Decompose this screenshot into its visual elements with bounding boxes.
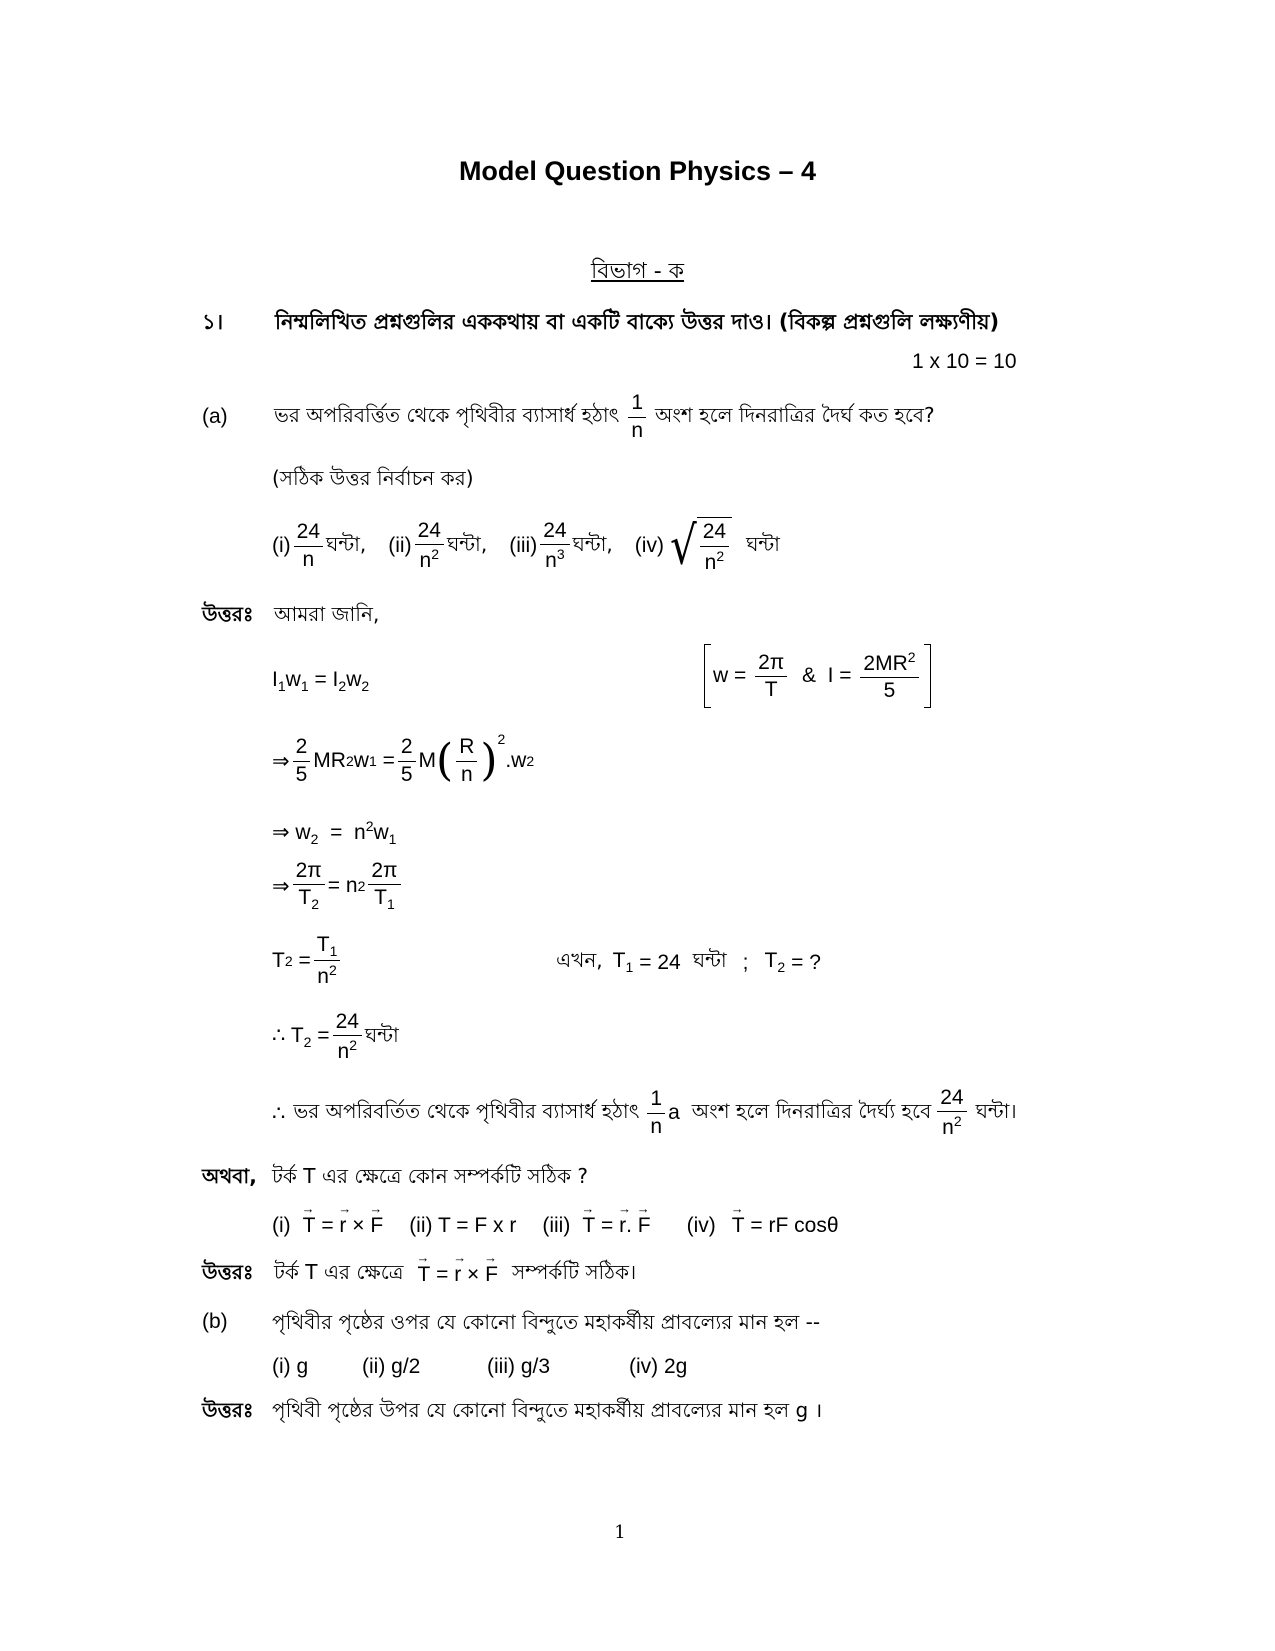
option-unit: ঘন্টা, xyxy=(326,531,367,556)
sub-question-a-text xyxy=(274,385,935,449)
therefore-symbol: ∴ xyxy=(272,1101,286,1125)
frac-num: 24 xyxy=(700,520,729,546)
frac-num: 24 xyxy=(540,519,569,545)
frac-den: n xyxy=(631,418,643,442)
frac-den: n xyxy=(302,547,315,571)
exponent: 3 xyxy=(556,546,565,562)
text-part: ঘন্টা। xyxy=(975,1098,1017,1123)
exponent: 2 xyxy=(716,547,725,564)
equation-step-1: ⇒ $\frac{2}{5}$ MR 2 w 1 = $\frac{2}{5}$ M ( $\frac{R}{n}$ ) $^2$ .w 2 xyxy=(272,731,535,786)
equation-step-2: ⇒ $w_2 = n^2w_1$ xyxy=(272,818,397,848)
text-part: a xyxy=(668,1101,680,1124)
equation-result xyxy=(272,1006,399,1068)
frac-num: 24 xyxy=(415,519,444,545)
text-part: অংশ হলে দিনরাত্রির দৈর্ঘ্য হবে xyxy=(691,1098,932,1123)
frac: $\frac{2\pi}{T}$ xyxy=(755,651,787,702)
frac-num: 24 xyxy=(294,520,323,546)
text-part: = rF cosθ xyxy=(750,1214,839,1237)
text-part: ভর অপরিবর্ত্তিত থেকে পৃথিবীর ব্যাসার্ধ হঠাৎ xyxy=(274,402,620,427)
frac: $\frac{2MR^2}{5}$ xyxy=(860,649,918,703)
option-label: (i) xyxy=(272,534,291,557)
frac: $\frac{2\pi}{T_2}$ xyxy=(293,859,325,912)
frac-num: 1 xyxy=(628,391,646,417)
answer-label: উত্তরঃ xyxy=(202,1398,254,1422)
page-number: 1 xyxy=(614,1522,626,1543)
options-row-a xyxy=(272,514,780,578)
option-label: (ii) xyxy=(388,534,412,557)
option-label: (i) xyxy=(272,1214,291,1237)
t1-value: = 24 xyxy=(639,950,681,974)
frac: $\frac{2\pi}{T_1}$ xyxy=(368,859,400,912)
frac: $\frac{T_1}{n^2}$ xyxy=(314,933,341,989)
t1-unit: ঘন্টা xyxy=(692,948,727,972)
option-3-formula: → T = → r. → F xyxy=(582,1214,650,1238)
text-part: সম্পর্কটি সঠিক। xyxy=(511,1260,637,1284)
marks-allocation: 1 x 10 = 10 xyxy=(912,350,1017,373)
t1-symbol: $T_1$ xyxy=(612,949,634,976)
answer-conclusion xyxy=(272,1080,1017,1146)
or-options-row xyxy=(272,1214,839,1238)
text-part: অংশ হলে দিনরাত্রির দৈর্ঘ কত হবে? xyxy=(655,402,935,427)
frac: $\frac{2}{5}$ xyxy=(293,735,311,786)
separator: ; xyxy=(742,950,749,974)
radical-sign: √ xyxy=(669,514,697,576)
question-number: ১। xyxy=(202,310,224,334)
frac: $\frac{24}{n^2}$ xyxy=(333,1010,362,1064)
option-unit: ঘন্টা xyxy=(746,531,780,556)
torque-formula: → T = → r × → F xyxy=(417,1263,498,1287)
option-1-formula: → T = → r × → F xyxy=(303,1214,384,1238)
option-unit: ঘন্টা, xyxy=(572,531,613,556)
or-answer xyxy=(202,1258,636,1291)
qb-option-3: (iii) g/3 xyxy=(487,1355,551,1378)
qb-option-2: (ii) g/2 xyxy=(362,1355,421,1378)
frac: $\frac{1}{n}$ xyxy=(647,1087,665,1138)
choose-instruction: (সঠিক উত্তর নির্বাচন কর) xyxy=(272,466,474,490)
text-part: ভর অপরিবর্তিত থেকে পৃথিবীর ব্যাসার্ধ হঠাৎ xyxy=(293,1098,640,1123)
frac: $\frac{24}{n^2}$ xyxy=(937,1086,966,1140)
option-label: (iv) xyxy=(634,534,664,557)
fraction-1-over-n xyxy=(628,391,646,442)
option-label: (iv) xyxy=(686,1214,716,1237)
text-part: টর্ক T এর ক্ষেত্রে xyxy=(274,1260,404,1284)
equation-angular-momentum: $I_1w_1 = I_2w_2$ xyxy=(272,668,370,695)
qb-option-1: (i) g xyxy=(272,1355,309,1378)
answer-label: উত্তরঃ xyxy=(202,1260,254,1284)
section-heading: বিভাগ - ক xyxy=(590,259,685,284)
frac-den: n xyxy=(545,549,557,572)
frac: $\frac{2}{5}$ xyxy=(398,735,416,786)
formula-bracket xyxy=(704,645,931,707)
question-instruction: নিম্মলিখিত প্রশ্নগুলির এককথায় বা একটি বাক্যে উত্তর দাও। (বিকল্প প্রশ্নগুলি লক্ষ্যণীয়) xyxy=(275,310,1000,334)
option-label: (iii) xyxy=(509,534,538,557)
frac-den: n xyxy=(704,550,717,574)
frac: $\frac{R}{n}$ xyxy=(456,735,477,786)
answer-intro: আমরা জানি, xyxy=(274,602,380,626)
sub-question-b-text: পৃথিবীর পৃষ্ঠের ওপর যে কোনো বিন্দুতে মহাকর্ষীয় প্রাবল্যের মান হল -- xyxy=(272,1310,821,1334)
answer-b-text: পৃথিবী পৃষ্ঠের উপর যে কোনো বিন্দুতে মহাকর্ষীয় প্রাবল্যের মান হল g । xyxy=(272,1398,823,1422)
option-3-fraction xyxy=(540,519,569,573)
frac-den: n xyxy=(419,549,432,572)
sub-question-label-b: (b) xyxy=(202,1310,228,1333)
option-2-fraction xyxy=(415,519,444,573)
exponent: 2 xyxy=(431,546,440,562)
answer-label: উত্তরঃ xyxy=(202,602,254,626)
option-1-fraction xyxy=(294,520,323,571)
option-unit: ঘন্টা, xyxy=(446,531,488,556)
given-values xyxy=(556,946,821,979)
qb-option-4: (iv) 2g xyxy=(629,1355,688,1378)
sub-question-label-a: (a) xyxy=(202,405,228,428)
or-question-text: টর্ক T এর ক্ষেত্রে কোন সম্পর্কটি সঠিক ? xyxy=(272,1164,588,1188)
equation-step-4: T 2 = $\frac{T_1}{n^2}$ xyxy=(272,930,343,992)
frac xyxy=(700,520,729,574)
therefore-t2: ∴ $T_2$ = xyxy=(272,1024,330,1051)
equation-step-3: ⇒ $\frac{2\pi}{T_2}$ = n 2 $\frac{2\pi}{T_1}$ xyxy=(272,855,404,917)
or-label: অথবা, xyxy=(202,1164,257,1188)
option-2: (ii) T = F x r xyxy=(409,1214,517,1237)
option-4-sqrt xyxy=(669,514,732,576)
t2-symbol: $T_2$ xyxy=(764,949,786,976)
page-title: Model Question Physics – 4 xyxy=(458,156,817,186)
bracket: w = $\frac{2\pi}{T}$ & I = $\frac{2MR^2}{5}$ xyxy=(704,645,931,707)
option-label: (iii) xyxy=(542,1214,571,1237)
result-unit: ঘন্টা xyxy=(364,1022,399,1047)
now-text: এখন, xyxy=(556,948,603,972)
option-4-formula: → T = rF cosθ xyxy=(732,1214,839,1238)
t2-unknown: = ? xyxy=(791,950,821,974)
